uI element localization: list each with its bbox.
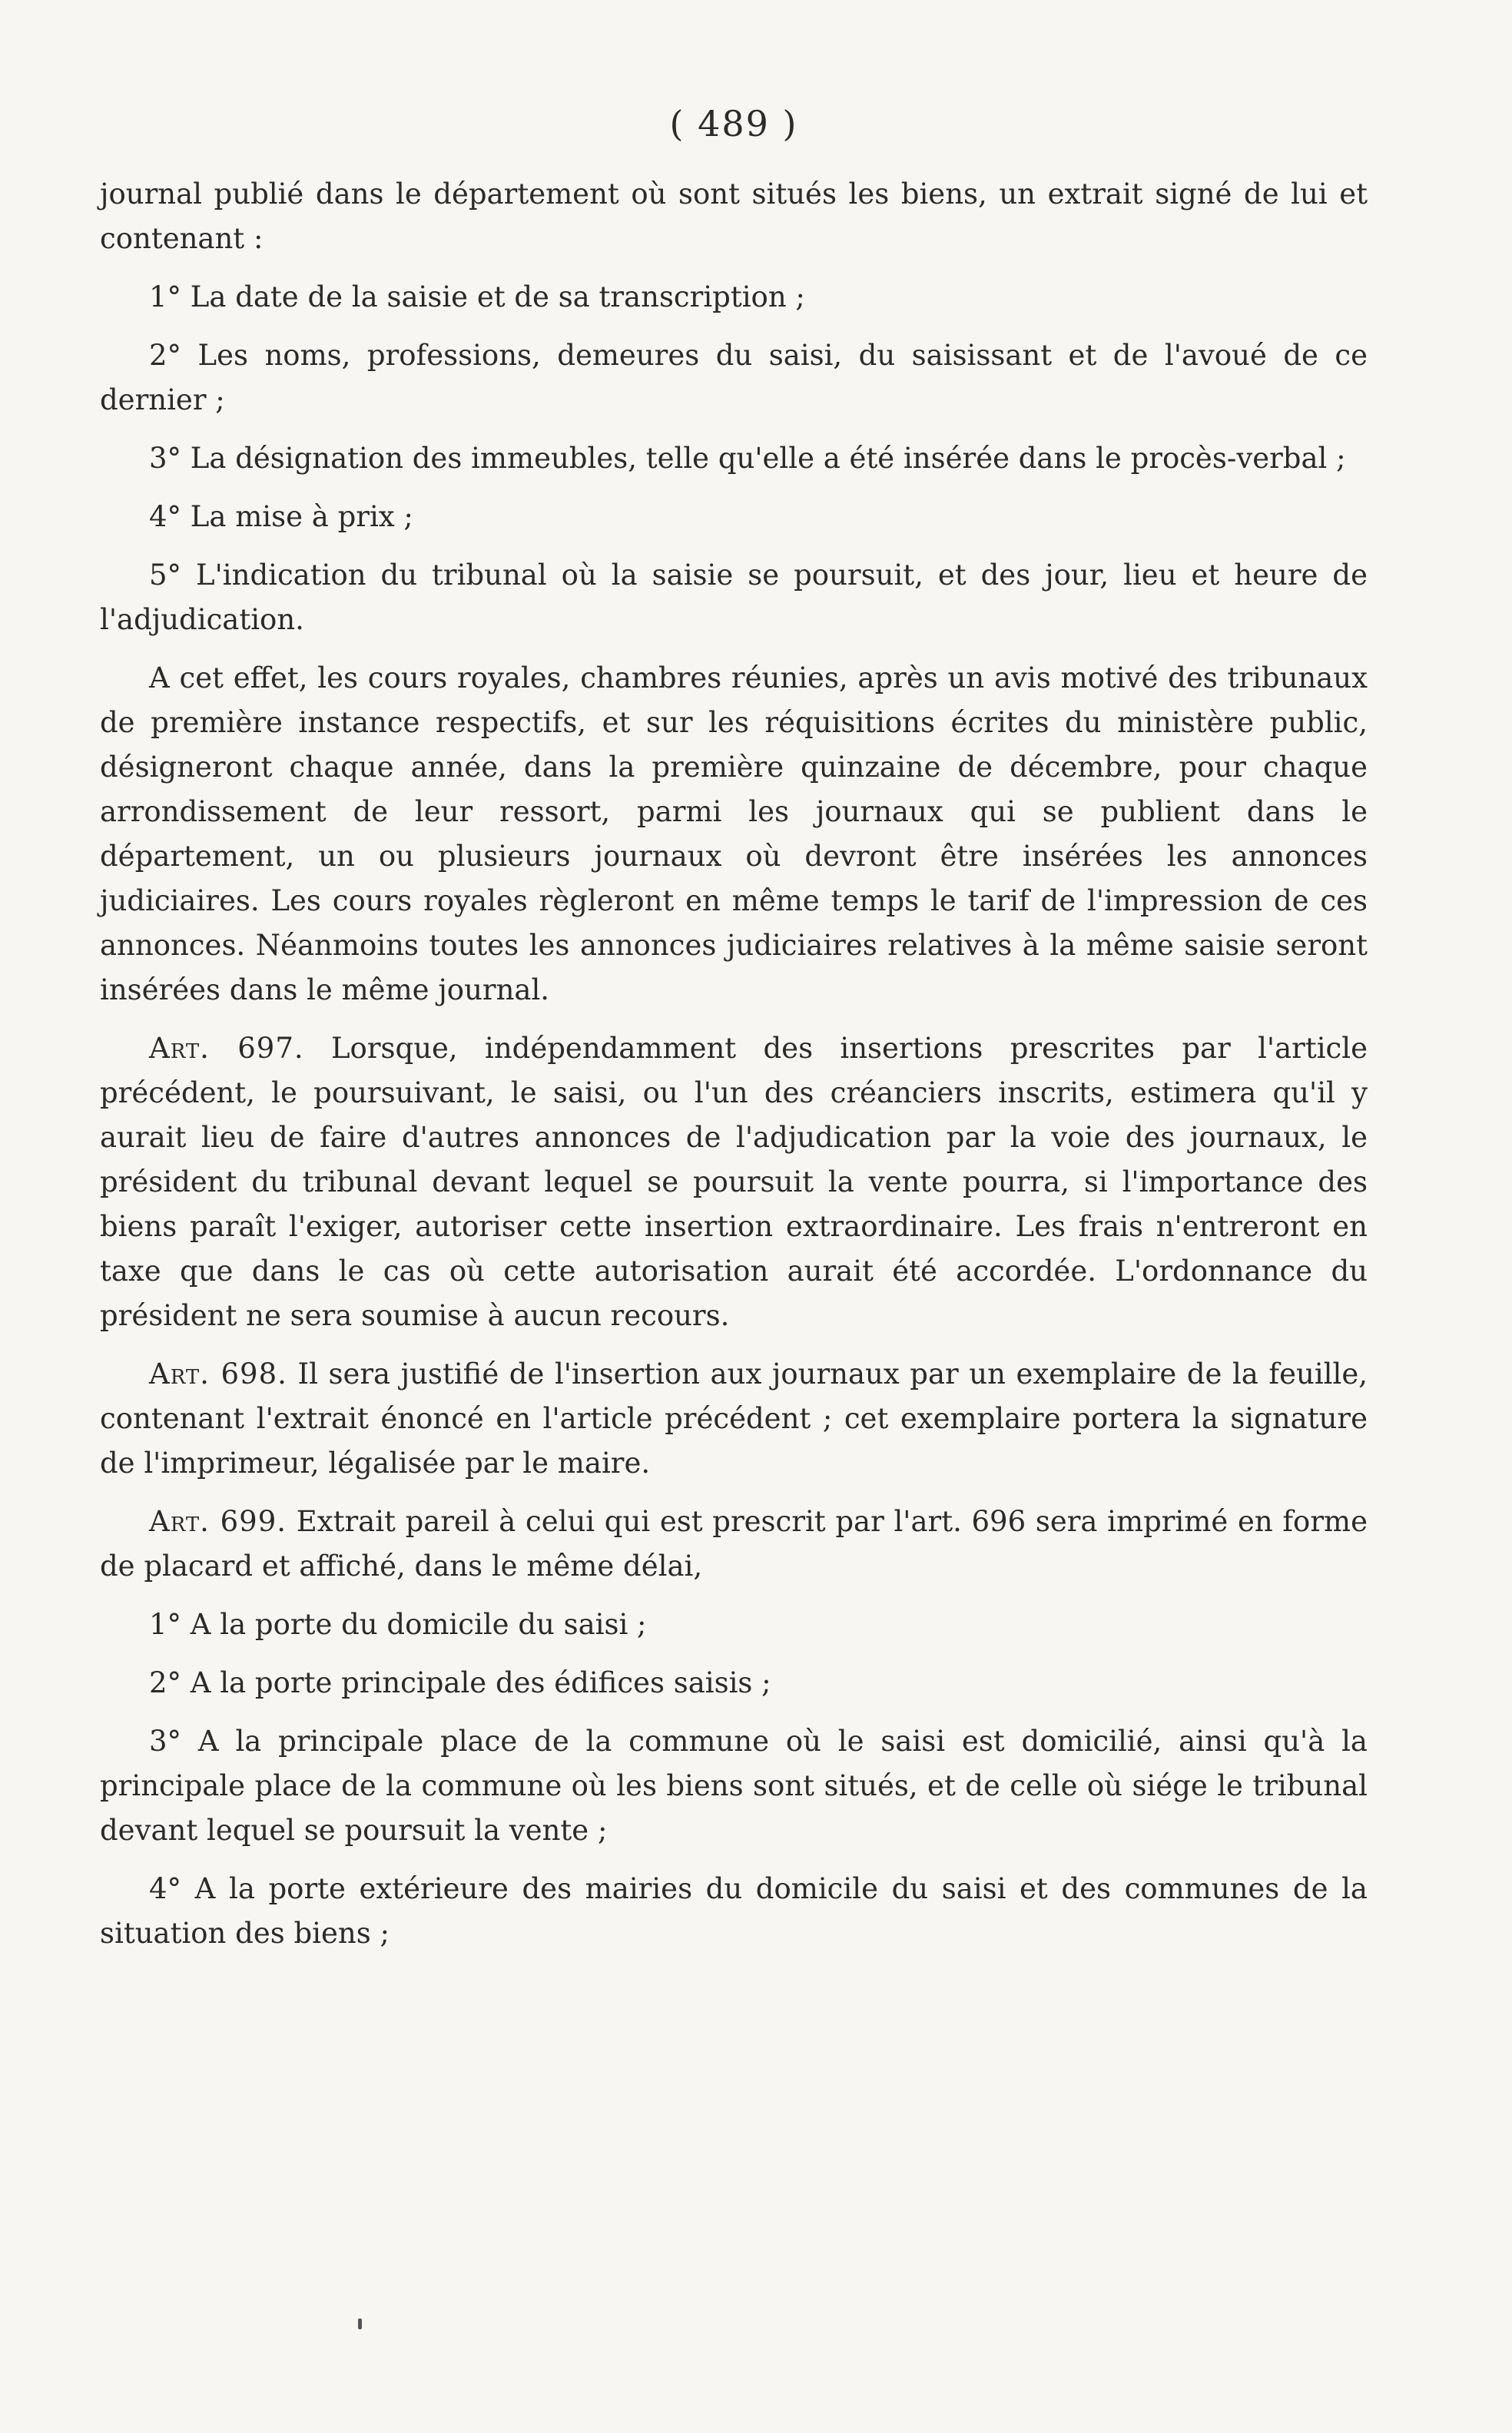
article-697: Art. 697. Lorsque, indépendamment des insertions prescrites par l'article précédent, le poursuivant, le saisi, ou l'un des créanciers inscrits, estimera qu'il y aurait lieu de faire d'autres annonces de l'adjudication par la voie des journaux, le président du tribunal devant lequel se poursuit la vente pourra, si l'importance des biens paraît l'exiger, autoriser cette insertion extraordinaire. Les frais n'entreront en taxe que dans le cas où cette autorisation aurait été accordée. L'ordonnance du président ne sera soumise à aucun recours. (100, 1032, 1368, 1332)
list-item-date-saisie: 1° La date de la saisie et de sa transcription ; (149, 280, 805, 313)
list-item-designation: 3° La désignation des immeubles, telle qu'elle a été insérée dans le procès-verbal ; (149, 442, 1346, 475)
paragraph-cours-royales: A cet effet, les cours royales, chambres réunies, après un avis motivé des tribunaux de première instance respectifs, et sur les réquisitions écrites du ministère public, désigneront chaque année, dans la première quinzaine de décembre, pour chaque arrondissement de leur ressort, parmi les journaux qui se publient dans le département, un ou plusieurs journaux où devront être insérées les annonces judiciaires. Les cours royales règleront en même temps le tarif de l'impression de ces annonces. Néanmoins toutes les annonces judiciaires relatives à la même saisie seront insérées dans le même journal. (100, 661, 1368, 1006)
list-item-porte-exterieure: 4° A la porte extérieure des mairies du domicile du saisi et des communes de la situation des biens ; (100, 1872, 1368, 1950)
list-item-principale-place: 3° A la principale place de la commune où le saisi est domicilié, ainsi qu'à la principale place de la commune où les biens sont situés, et de celle où siége le tribunal devant lequel se poursuit la vente ; (100, 1725, 1368, 1847)
page-number: ( 489 ) (669, 103, 798, 144)
article-number: Art. 697. (149, 1032, 304, 1065)
body-text (100, 172, 1368, 1970)
ink-speck (358, 2319, 362, 2329)
list-item-indication-tribunal: 5° L'indication du tribunal où la saisie se poursuit, et des jour, lieu et heure de l'adjudication. (100, 559, 1368, 636)
article-number: Art. 699. (149, 1505, 287, 1538)
list-item-noms: 2° Les noms, professions, demeures du saisi, du saisissant et de l'avoué de ce dernier ; (100, 339, 1368, 416)
article-699: Art. 699. Extrait pareil à celui qui est prescrit par l'art. 696 sera imprimé en forme de placard et affiché, dans le même délai, (100, 1505, 1368, 1583)
article-number: Art. 698. (149, 1357, 287, 1391)
list-item-porte-domicile: 1° A la porte du domicile du saisi ; (149, 1608, 647, 1641)
document-page (100, 0, 1368, 2433)
list-item-porte-principale: 2° A la porte principale des édifices saisis ; (149, 1666, 771, 1699)
list-item-mise-a-prix: 4° La mise à prix ; (149, 500, 413, 533)
paragraph-continuation: journal publié dans le département où sont situés les biens, un extrait signé de lui et contenant : (100, 177, 1368, 255)
article-698: Art. 698. Il sera justifié de l'insertion aux journaux par un exemplaire de la feuille, contenant l'extrait énoncé en l'article précédent ; cet exemplaire portera la signature de l'imprimeur, légalisée par le maire. (100, 1357, 1368, 1480)
